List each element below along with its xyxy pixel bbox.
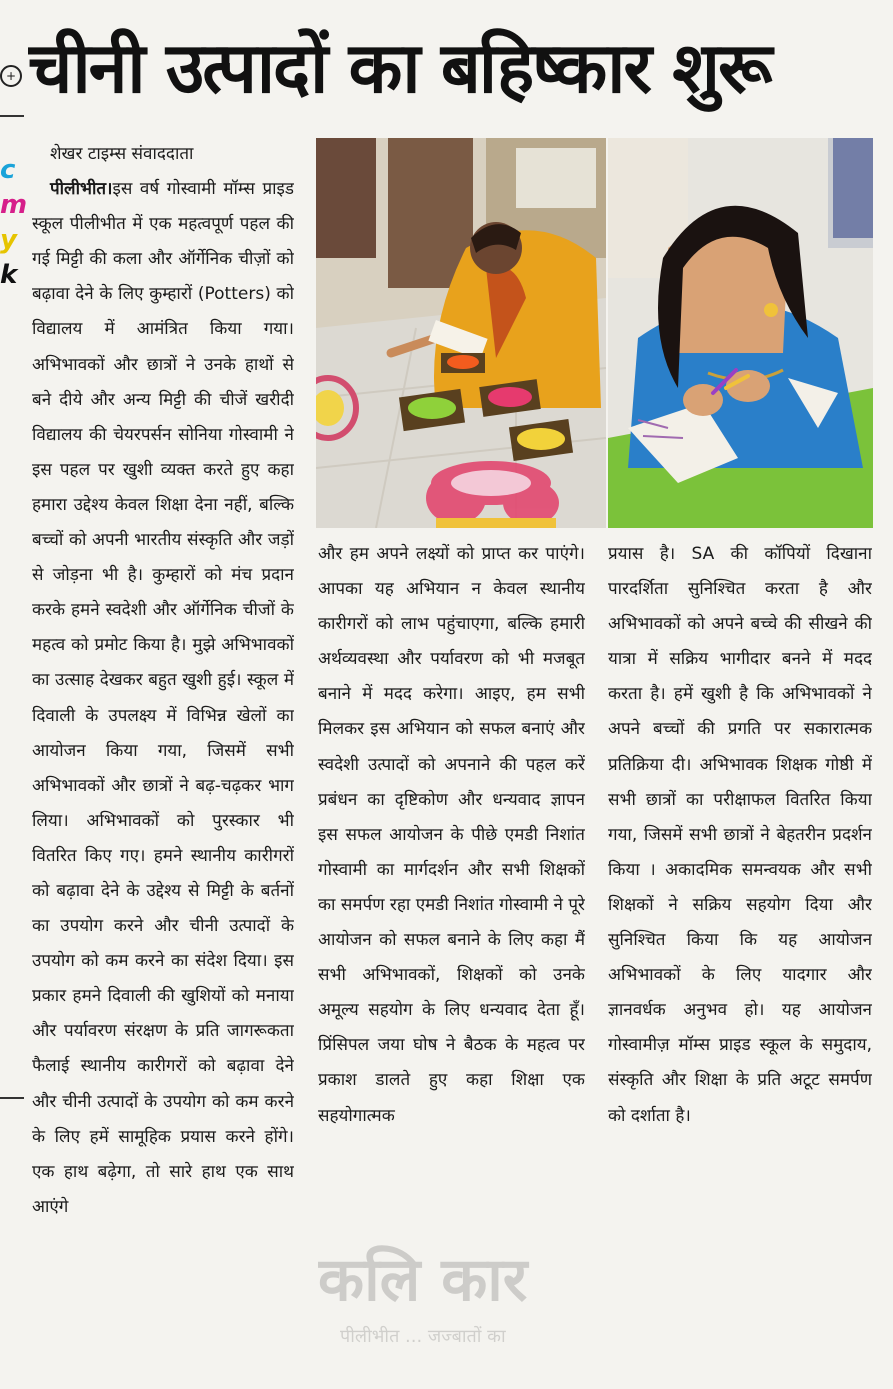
byline: शेखर टाइम्स संवाददाता [50, 144, 194, 164]
painting-photo-illustration [608, 138, 873, 528]
article-column-1 [32, 137, 294, 1389]
article-column-3 [608, 537, 872, 1237]
print-margin-marks [0, 55, 28, 1155]
margin-letter-k: k [0, 260, 18, 290]
column-3-text: प्रयास है। SA की कॉपियों दिखाना पारदर्शिता सुनिश्चित करता है और अभिभावकों को अपने बच्चे की सीखने की यात्रा में सक्रिय भागीदार बनने में मदद करता है। हमें खुशी है कि अभिभावकों ने अपने बच्चों की प्रगति पर सकारात्मक प्रतिक्रिया दी। अभिभावक शिक्षक गोष्ठी में सभी छात्रों का परीक्षाफल वितरित किया गया, जिसमें सभी छात्रों ने बेहतरीन प्रदर्शन किया । अकादमिक समन्वयक और सभी शिक्षकों ने सक्रिय सहयोग दिया और सुनिश्चित किया कि यह आयोजन अभिभावकों के लिए यादगार और ज्ञानवर्धक अनुभव हो। यह आयोजन गोस्वामीज़ मॉम्स प्राइड स्कूल के समुदाय, संस्कृति और शिक्षा के प्रति अटूट समर्पण को दर्शाता है। [608, 544, 872, 1126]
faded-line: पीलीभीत ... जज्बातों का [340, 1326, 506, 1347]
column-1-text: इस वर्ष गोस्वामी मॉम्स प्राइड स्कूल पीलीभीत में एक महत्वपूर्ण पहल की गई मिट्टी की कला और ऑर्गेनिक चीज़ों को बढ़ावा देने के लिए कुम्हारों (Potters) को विद्यालय में आमंत्रित किया गया। अभिभावकों और छात्रों ने उनके हाथों से बने दीये और अन्य मिट्टी की चीजें खरीदी विद्यालय की चेयरपर्सन सोनिया गोस्वामी ने इस पहल पर खुशी व्यक्त करते हुए कहा हमारा उद्देश्य केवल शिक्षा देना नहीं, बल्कि बच्चों को अपनी भारतीय संस्कृति और जड़ों से जोड़ना भी है। कुम्हारों को मंच प्रदान करके हमने स्वदेशी और ऑर्गेनिक चीजों के महत्व को प्रमोट किया है। मुझे अभिभावकों का उत्साह देखकर बहुत खुशी हुई। स्कूल में दिवाली के उपलक्ष्य में विभिन्न खेलों का आयोजन किया गया, जिसमें सभी अभिभावकों और छात्रों ने बढ़-चढ़कर भाग लिया। अभिभावकों को पुरस्कार भी वितरित किए गए। हमने स्थानीय कारीगरों को बढ़ावा देने के उद्देश्य से मिट्टी के बर्तनों का उपयोग करने और चीनी उत्पादों के उपयोग को कम करने का संदेश दिया। इस प्रकार हमने दिवाली की खुशियों को मनाया और पर्यावरण संरक्षण के प्रति जागरूकता फैलाई स्थानीय कारीगरों को बढ़ावा देने और चीनी उत्पादों के उपयोग को कम करने के लिए हमें सामूहिक प्रयास करने होंगे। एक हाथ बढ़ेगा, तो सारे हाथ एक साथ आएंगे [32, 179, 294, 1217]
article-column-2 [318, 537, 585, 1237]
rangoli-photo-illustration [316, 138, 606, 528]
faded-headline: कलि कार [318, 1245, 528, 1315]
photo-rangoli [316, 138, 606, 528]
page-title: चीनी उत्पादों का बहिष्कार शुरू [28, 27, 771, 109]
margin-letter-c: c [0, 155, 16, 185]
margin-rule [0, 1097, 24, 1099]
photo-painting [608, 138, 873, 528]
next-article-fragment [318, 1240, 893, 1389]
margin-rule [0, 115, 24, 117]
margin-letter-y: y [0, 225, 17, 255]
dateline: पीलीभीत। [50, 179, 113, 200]
column-2-text: और हम अपने लक्ष्यों को प्राप्त कर पाएंगे। आपका यह अभियान न केवल स्थानीय कारीगरों को लाभ पहुंचाएगा, बल्कि हमारी अर्थव्यवस्था और पर्यावरण को भी मजबूत बनाने में मदद करेगा। आइए, हम सभी मिलकर इस अभियान को सफल बनाएं और स्वदेशी उत्पादों को अपनाने की पहल करें प्रबंधन का दृष्टिकोण और धन्यवाद ज्ञापन इस सफल आयोजन के पीछे एमडी निशांत गोस्वामी का मार्गदर्शन और सभी शिक्षकों का समर्पण रहा एमडी निशांत गोस्वामी ने पूरे आयोजन को सफल बनाने के लिए कहा मैं सभी अभिभावकों, शिक्षकों को उनके अमूल्य सहयोग के लिए धन्यवाद देता हूँ। प्रिंसिपल जया घोष ने बैठक के महत्व पर प्रकाश डालते हुए कहा शिक्षा एक सहयोगात्मक [318, 544, 585, 1126]
top-partial-line [0, 0, 893, 10]
margin-letter-m: m [0, 190, 28, 220]
registration-mark-icon: + [0, 65, 22, 87]
